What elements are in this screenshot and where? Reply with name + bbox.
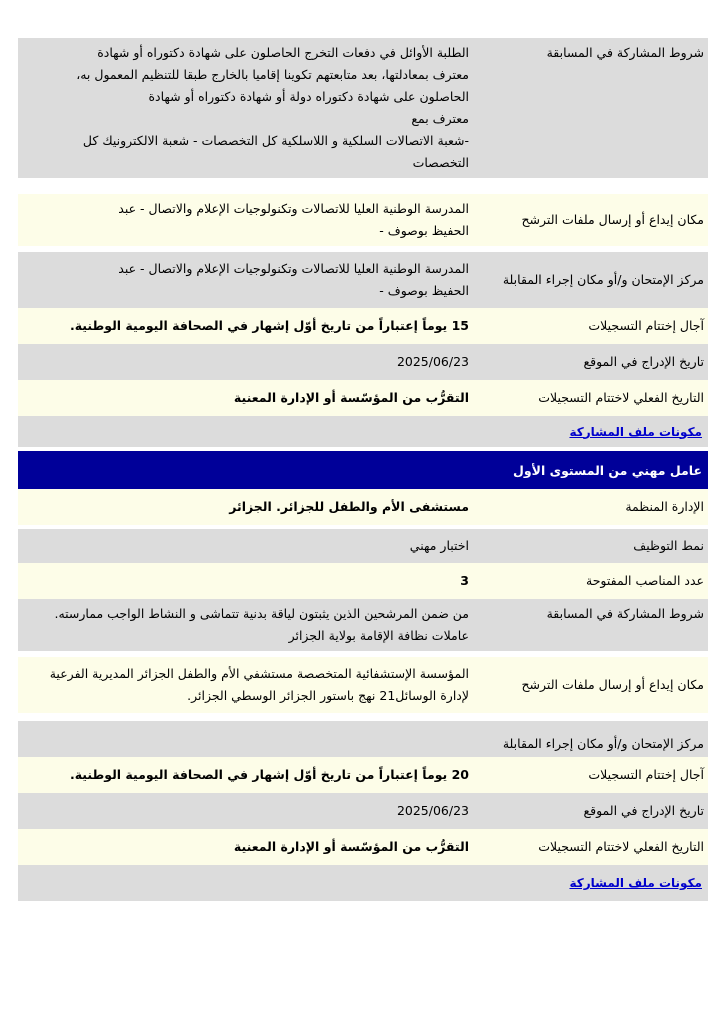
row-organization xyxy=(18,489,708,525)
row-label: نمط التوظيف xyxy=(633,538,704,553)
exam-value xyxy=(18,252,473,308)
row-label: مكان إيداع أو إرسال ملفات الترشح xyxy=(521,212,704,227)
conditions-value xyxy=(18,38,473,178)
row-recruitment-type xyxy=(18,529,708,563)
row-label: تاريخ الإدراج في الموقع xyxy=(583,354,704,369)
text-line: المؤسسة الإستشفائية المتخصصة مستشفي الأم والطفل الجزائر المديرية الفرعية xyxy=(49,666,469,681)
text-line: معترف بمعادلتها، بعد متابعتهم تكوينا إقاميا بالخارج طبقا للتنظيم المعمول به، xyxy=(76,67,469,82)
text-line: معترف بمع xyxy=(411,111,469,126)
row-deposit xyxy=(18,194,708,246)
row-label: مكان إيداع أو إرسال ملفات الترشح xyxy=(521,677,704,692)
row-exam-center xyxy=(18,252,708,308)
text-line: المدرسة الوطنية العليا للاتصالات وتكنولوجيات الإعلام والاتصال - عبد xyxy=(118,201,469,216)
spacer xyxy=(18,178,708,194)
text-line: الطلبة الأوائل في دفعات التخرج الحاصلون على شهادة دكتوراه أو شهادة xyxy=(97,45,469,60)
exam-value xyxy=(18,721,473,757)
row-label: التاريخ الفعلي لاختتام التسجيلات xyxy=(538,390,704,405)
row-label: الإدارة المنظمة xyxy=(625,499,704,514)
row-deadline xyxy=(18,757,708,793)
row-label: مركز الإمتحان و/أو مكان إجراء المقابلة xyxy=(502,272,704,287)
file-components-link[interactable]: مكونات ملف المشاركة xyxy=(569,876,702,890)
row-exam-center xyxy=(18,721,708,757)
row-actual-close xyxy=(18,380,708,416)
announcement-table xyxy=(18,38,708,901)
row-actual-close xyxy=(18,829,708,865)
deposit-value xyxy=(18,657,473,713)
text-line: من ضمن المرشحين الذين يثبتون لياقة بدنية تتماشى و النشاط الواجب ممارسته. xyxy=(54,606,469,621)
row-label: تاريخ الإدراج في الموقع xyxy=(583,803,704,818)
organization-value: مستشفى الأم والطفل للجزائر. الجزائر xyxy=(229,499,469,514)
row-label: عدد المناصب المفتوحة xyxy=(586,573,704,588)
row-posting-date xyxy=(18,793,708,829)
positions-value: 3 xyxy=(460,573,469,588)
actual-close-value: التقرُّب من المؤسّسة أو الإدارة المعنية xyxy=(233,839,469,854)
actual-close-value: التقرُّب من المؤسّسة أو الإدارة المعنية xyxy=(233,390,469,405)
row-label: شروط المشاركة في المسابقة xyxy=(546,606,704,621)
posting-date-value: 2025/06/23 xyxy=(396,354,469,369)
text-line: الحفيظ بوصوف - xyxy=(379,283,469,298)
row-conditions xyxy=(18,599,708,651)
conditions-value xyxy=(18,599,473,651)
row-deposit xyxy=(18,657,708,713)
spacer xyxy=(18,713,708,721)
row-label: مركز الإمتحان و/أو مكان إجراء المقابلة xyxy=(502,736,704,751)
text-line: لإدارة الوسائل21 نهج باستور الجزائر الوسطي الجزائر. xyxy=(187,688,469,703)
row-positions xyxy=(18,563,708,599)
deadline-value: 15 يوماً إعتباراً من تاريخ أوّل إشهار في الصحافة اليومية الوطنية. xyxy=(69,318,469,333)
row-posting-date xyxy=(18,344,708,380)
text-line: الحفيظ بوصوف - xyxy=(379,223,469,238)
posting-date-value: 2025/06/23 xyxy=(396,803,469,818)
deadline-value: 20 يوماً إعتباراً من تاريخ أوّل إشهار في الصحافة اليومية الوطنية. xyxy=(69,767,469,782)
row-deadline xyxy=(18,308,708,344)
file-components-link[interactable]: مكونات ملف المشاركة xyxy=(569,424,702,439)
row-label: آجال إختتام التسجيلات xyxy=(588,767,704,782)
row-label: آجال إختتام التسجيلات xyxy=(588,318,704,333)
row-label: التاريخ الفعلي لاختتام التسجيلات xyxy=(538,839,704,854)
text-line: الحاصلون على شهادة دكتوراه دولة أو شهادة دكتوراه أو شهادة xyxy=(148,89,469,104)
recruitment-type-value: اختبار مهني xyxy=(409,538,469,553)
text-line: -شعبة الاتصالات السلكية و اللاسلكية كل التخصصات - شعبة الالكترونيك كل xyxy=(82,133,469,148)
deposit-value xyxy=(18,194,473,246)
file-link-row xyxy=(18,865,708,901)
section-header: عامل مهني من المستوى الأول xyxy=(18,451,708,489)
file-link-row xyxy=(18,416,708,447)
text-line: عاملات نظافة الإقامة بولاية الجزائر xyxy=(288,628,469,643)
text-line: المدرسة الوطنية العليا للاتصالات وتكنولوجيات الإعلام والاتصال - عبد xyxy=(118,261,469,276)
row-conditions xyxy=(18,38,708,178)
text-line: التخصصات xyxy=(412,155,469,170)
row-label: شروط المشاركة في المسابقة xyxy=(546,45,704,60)
